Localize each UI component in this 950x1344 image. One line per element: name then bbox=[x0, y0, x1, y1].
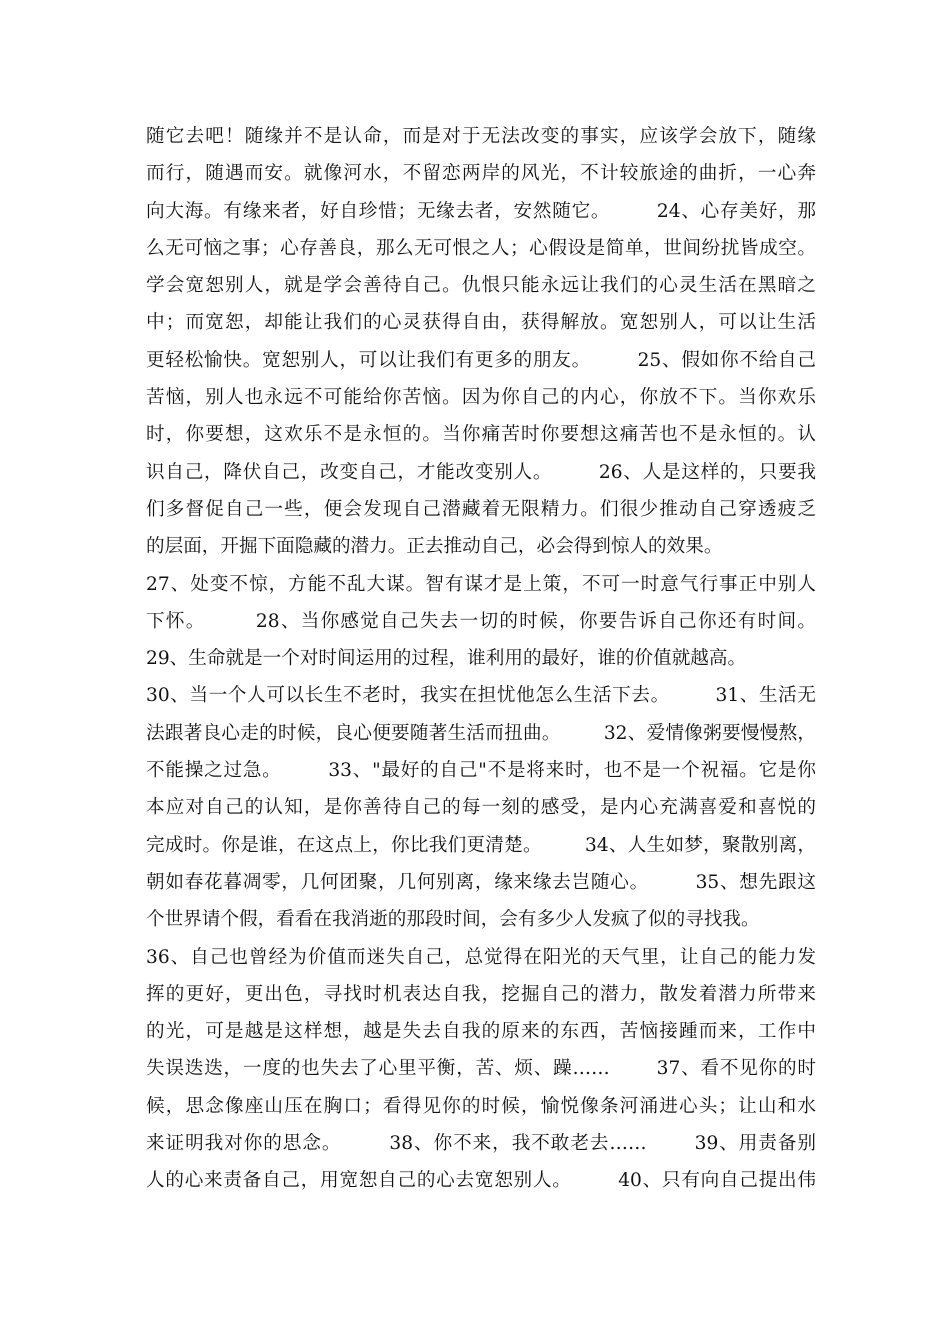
text-line-12: 的层面，开掘下面隐藏的潜力。正去推动自己，必会得到惊人的效果。 bbox=[146, 536, 723, 558]
text-line-20: 完成时。你是谁，在这点上，你比我们更清楚。 34、人生如梦，聚散别离， bbox=[146, 834, 816, 856]
body-text bbox=[146, 118, 816, 1200]
text-line-28: 来证明我对你的思念。 38、你不来，我不敢老去…… 39、用责备别 bbox=[146, 1133, 816, 1155]
text-line-11: 们多督促自己一些，便会发现自己潜藏着无限精力。们很少推动自己穿透疲乏 bbox=[146, 498, 816, 520]
text-line-16: 30、当一个人可以长生不老时，我实在担忧他怎么生活下去。 31、生活无 bbox=[146, 685, 816, 707]
text-line-23: 36、自己也曾经为价值而迷失自己，总觉得在阳光的天气里，让自己的能力发 bbox=[146, 946, 816, 968]
text-line-4: 么无可恼之事；心存善良，那么无可恨之人；心假设是简单，世间纷扰皆成空。 bbox=[146, 237, 816, 259]
text-line-2: 而行，随遇而安。就像河水，不留恋两岸的风光，不计较旅途的曲折，一心奔 bbox=[146, 163, 816, 185]
text-line-10: 识自己，降伏自己，改变自己，才能改变别人。 26、人是这样的，只要我 bbox=[146, 461, 816, 483]
text-line-18: 不能操之过急。 33、"最好的自己"不是将来时，也不是一个祝福。它是你 bbox=[146, 760, 816, 782]
text-line-13: 27、处变不惊，方能不乱大谋。智有谋才是上策，不可一时意气行事正中别人 bbox=[146, 573, 816, 595]
text-line-27: 候，思念像座山压在胸口；看得见你的时候，愉悦像条河涌进心头；让山和水 bbox=[146, 1095, 816, 1117]
text-line-24: 挥的更好，更出色，寻找时机表达自我，挖掘自己的潜力，散发着潜力所带来 bbox=[146, 983, 816, 1005]
text-line-14: 下怀。 28、当你感觉自己失去一切的时候，你要告诉自己你还有时间。 bbox=[146, 610, 816, 632]
text-line-6: 中；而宽恕，却能让我们的心灵获得自由，获得解放。宽恕别人，可以让生活 bbox=[146, 312, 816, 334]
text-line-25: 的光，可是越是这样想，越是失去自我的原来的东西，苦恼接踵而来，工作中 bbox=[146, 1021, 816, 1043]
text-line-9: 时，你要想，这欢乐不是永恒的。当你痛苦时你要想这痛苦也不是永恒的。认 bbox=[146, 424, 816, 446]
text-line-26: 失误迭迭，一度的也失去了心里平衡，苦、烦、躁…… 37、看不见你的时 bbox=[146, 1058, 816, 1080]
text-line-8: 苦恼，别人也永远不可能给你苦恼。因为你自己的内心，你放不下。当你欢乐 bbox=[146, 387, 816, 409]
text-line-17: 法跟著良心走的时候，良心便要随著生活而扭曲。 32、爱情像粥要慢慢熬， bbox=[146, 722, 816, 744]
text-line-29: 人的心来责备自己，用宽恕自己的心去宽恕别人。 40、只有向自己提出伟 bbox=[146, 1170, 816, 1192]
text-line-3: 向大海。有缘来者，好自珍惜；无缘去者，安然随它。 24、心存美好，那 bbox=[146, 200, 816, 222]
text-line-7: 更轻松愉快。宽恕别人，可以让我们有更多的朋友。 25、假如你不给自己 bbox=[146, 349, 816, 371]
text-line-15: 29、生命就是一个对时间运用的过程，谁利用的最好，谁的价值就越高。 bbox=[146, 648, 747, 670]
text-line-22: 个世界请个假，看看在我消逝的那段时间，会有多少人发疯了似的寻找我。 bbox=[146, 909, 760, 931]
text-line-21: 朝如春花暮凋零，几何团聚，几何别离，缘来缘去岂随心。 35、想先跟这 bbox=[146, 871, 816, 893]
text-line-19: 本应对自己的认知，是你善待自己的每一刻的感受，是内心充满喜爱和喜悦的 bbox=[146, 797, 816, 819]
text-line-1: 随它去吧！随缘并不是认命，而是对于无法改变的事实，应该学会放下，随缘 bbox=[146, 126, 816, 147]
text-line-5: 学会宽恕别人，就是学会善待自己。仇恨只能永远让我们的心灵生活在黑暗之 bbox=[146, 275, 816, 297]
